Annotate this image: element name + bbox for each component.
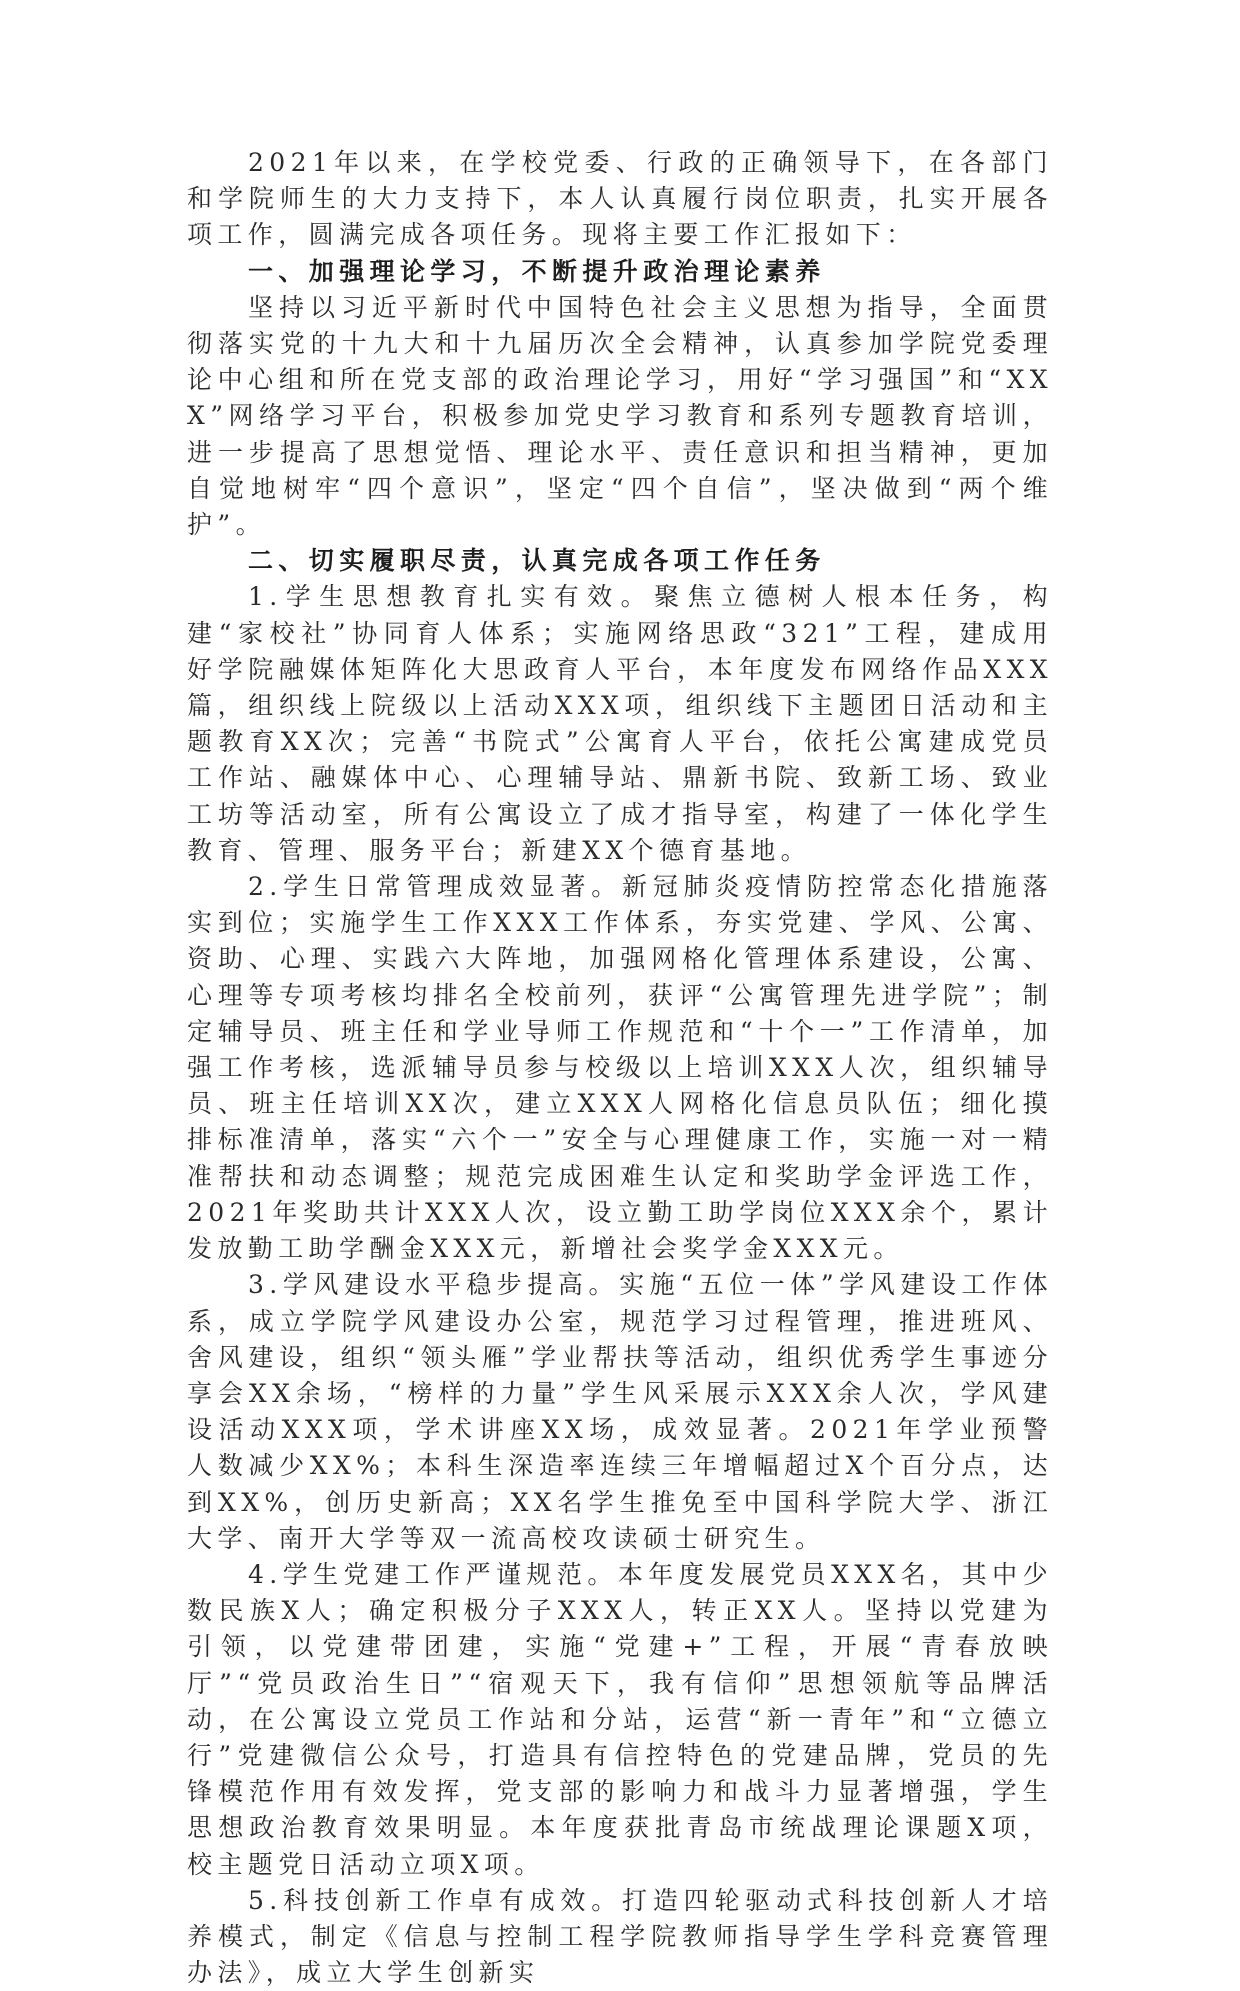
section-2-item-5: 5.科技创新工作卓有成效。打造四轮驱动式科技创新人才培养模式，制定《信息与控制工程学院教师指导学生学科竞赛管理办法》，成立大学生创新实 [187,1885,1053,1988]
section-1-heading: 一、加强理论学习，不断提升政治理论素养 [248,256,826,286]
section-2-item-4: 4.学生党建工作严谨规范。本年度发展党员XXX名，其中少数民族X人；确定积极分子XXX人，转正XX人。坚持以党建为引领，以党建带团建，实施“党建+”工程，开展“青春放映厅”“党员政治生日”“宿观天下，我有信仰”思想领航等品牌活动，在公寓设立党员工作站和分站，运营“新一青年”和“立德立行”党建微信公众号，打造具有信控特色的党建品牌，党员的先锋模范作用有效发挥，党支部的影响力和战斗力显著增强，学生思想政治教育效果明显。本年度获批青岛市统战理论课题X项，校主题党日活动立项X项。 [187,1559,1053,1879]
section-2-item-3: 3.学风建设水平稳步提高。实施“五位一体”学风建设工作体系，成立学院学风建设办公室，规范学习过程管理，推进班风、舍风建设，组织“领头雁”学业帮扶等活动，组织优秀学生事迹分享会XX余场，“榜样的力量”学生风采展示XXX余人次，学风建设活动XXX项，学术讲座XX场，成效显著。2021年学业预警人数减少XX%；本科生深造率连续三年增幅超过X个百分点，达到XX%，创历史新高；XX名学生推免至中国科学院大学、浙江大学、南开大学等双一流高校攻读硕士研究生。 [187,1270,1053,1553]
section-2-item-1: 1.学生思想教育扎实有效。聚焦立德树人根本任务，构建“家校社”协同育人体系；实施网络思政“321”工程，建成用好学院融媒体矩阵化大思政育人平台，本年度发布网络作品XXX篇，组织线上院级以上活动XXX项，组织线下主题团日活动和主题教育XX次；完善“书院式”公寓育人平台，依托公寓建成党员工作站、融媒体中心、心理辅导站、鼎新书院、致新工场、致业工坊等活动室，所有公寓设立了成才指导室，构建了一体化学生教育、管理、服务平台；新建XX个德育基地。 [187,582,1053,865]
intro-paragraph: 2021年以来，在学校党委、行政的正确领导下，在各部门和学院师生的大力支持下，本人认真履行岗位职责，扎实开展各项工作，圆满完成各项任务。现将主要工作汇报如下： [187,148,1053,250]
document-page [187,145,1053,1991]
section-1-body: 坚持以习近平新时代中国特色社会主义思想为指导，全面贯彻落实党的十九大和十九届历次全会精神，认真参加学院党委理论中心组和所在党支部的政治理论学习，用好“学习强国”和“XXX”网络学习平台，积极参加党史学习教育和系列专题教育培训，进一步提高了思想觉悟、理论水平、责任意识和担当精神，更加自觉地树牢“四个意识”，坚定“四个自信”，坚决做到“两个维护”。 [187,292,1053,540]
section-2-heading: 二、切实履职尽责，认真完成各项工作任务 [248,546,826,576]
section-2-item-2: 2.学生日常管理成效显著。新冠肺炎疫情防控常态化措施落实到位；实施学生工作XXX工作体系，夯实党建、学风、公寓、资助、心理、实践六大阵地，加强网格化管理体系建设，公寓、心理等专项考核均排名全校前列，获评“公寓管理先进学院”；制定辅导员、班主任和学业导师工作规范和“十个一”工作清单，加强工作考核，选派辅导员参与校级以上培训XXX人次，组织辅导员、班主任培训XX次，建立XXX人网格化信息员队伍；细化摸排标准清单，落实“六个一”安全与心理健康工作，实施一对一精准帮扶和动态调整；规范完成困难生认定和奖助学金评选工作，2021年奖助共计XXX人次，设立勤工助学岗位XXX余个，累计发放勤工助学酬金XXX元，新增社会奖学金XXX元。 [187,872,1053,1264]
